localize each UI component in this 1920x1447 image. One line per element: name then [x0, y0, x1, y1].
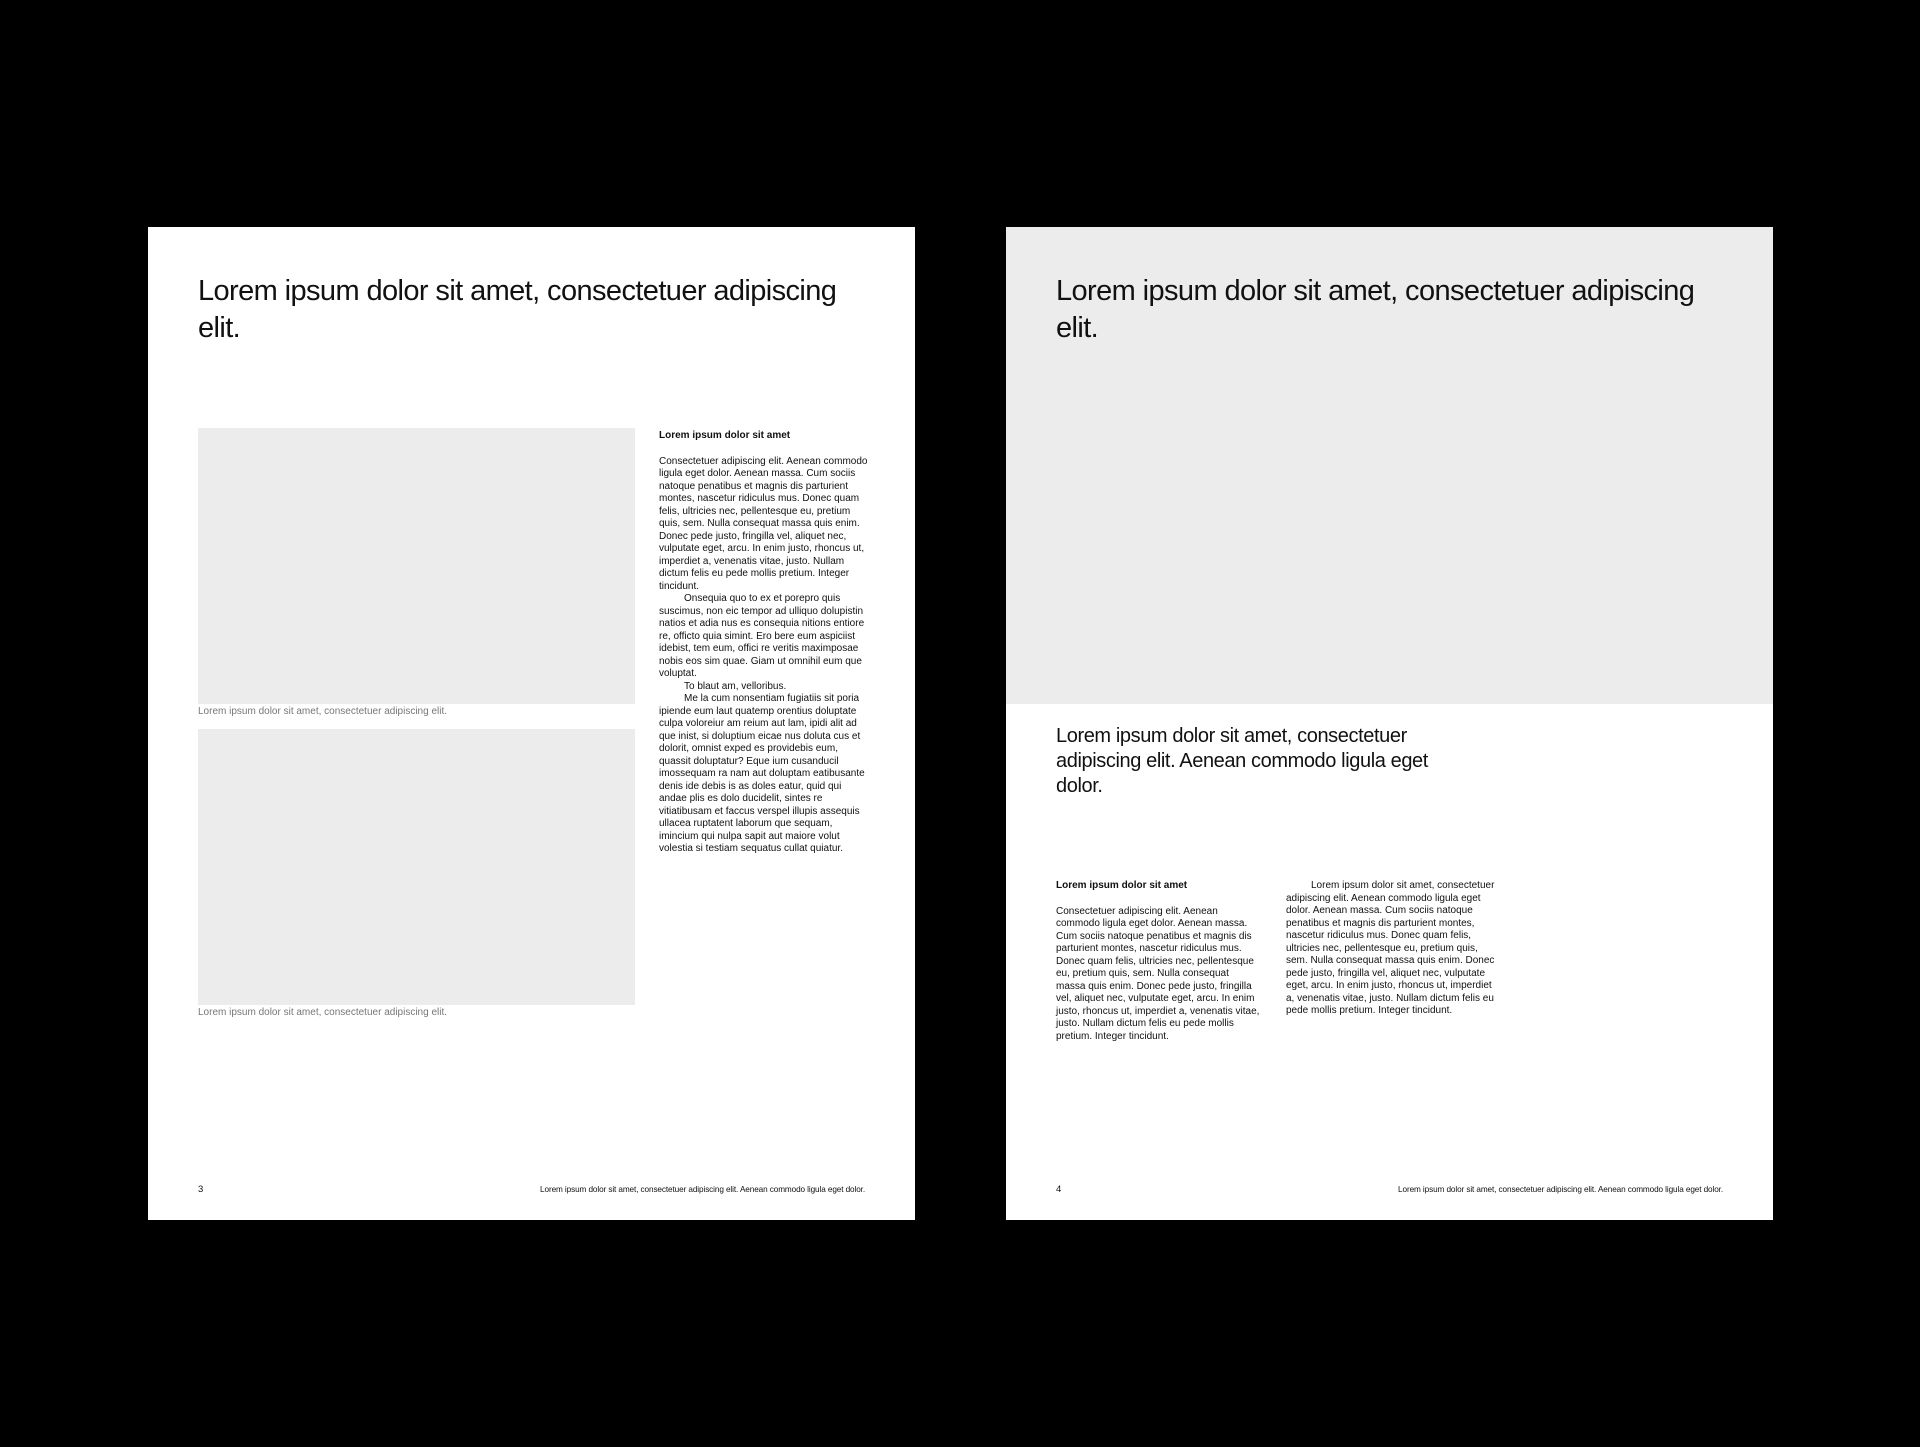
page-4-headline: Lorem ipsum dolor sit amet, consectetuer adipiscing elit. — [1056, 275, 1695, 344]
column-heading: Lorem ipsum dolor sit amet — [659, 430, 791, 441]
page-3-headline: Lorem ipsum dolor sit amet, consectetuer adipiscing elit. — [198, 275, 837, 344]
body-paragraph: Consectetuer adipiscing elit. Aenean commodo ligula eget dolor. Aenean massa. Cum sociis natoque penatibus et magnis dis parturient montes, nascetur ridiculus mus. Donec quam felis, ultricies nec, pellentesque eu, pretium quis, sem. Nulla consequat massa quis enim. Donec pede justo, fringilla vel, aliquet nec, vulputate eget, arcu. In enim justo, rhoncus ut, imperdiet a, venenatis vitae, justo. Nullam dictum felis eu pede mollis pretium. Integer tincidunt. — [1056, 905, 1260, 1042]
body-paragraph: Consectetuer adipiscing elit. Aenean commodo ligula eget dolor. Aenean massa. Cum sociis natoque penatibus et magnis dis parturient montes, nascetur ridiculus mus. Donec quam felis, ultricies nec, pellentesque eu, pretium quis, sem. Nulla consequat massa quis enim. Donec pede justo, fringilla vel, aliquet nec, vulputate eget, arcu. In enim justo, rhoncus ut, imperdiet a, venenatis vitae, justo. Nullam dictum felis eu pede mollis pretium. Integer tincidunt. — [659, 455, 868, 592]
image-placeholder-1 — [198, 428, 635, 704]
body-paragraph: Me la cum nonsentiam fugiatiis sit poria ipiende eum laut quatemp orentius doluptate culpa voloreiur am reium aut lam, ipidi alit ad que inist, si doluptium eicae nus doluta cus et dolorit, omnist exped es providebis eum, quassit doluptatur? Eque ium cusanducil imossequam ra nam aut doluptam eatibusante denis ide debis is as doles eatur, quid qui andae plis es dolo ducidelit, sintes re vitiatibusam et faccus verspel illupis assequis ullacea ruptatent laborum que sequam, imincium qui nulpa sapit aut maiore volut volestia si testiam sequatus cullat quiatur. — [659, 693, 865, 854]
image-placeholder-2 — [198, 729, 635, 1005]
deck-text: Lorem ipsum dolor sit amet, consectetuer adipiscing elit. Aenean commodo ligula eget dolor. — [1056, 725, 1428, 797]
page-3 — [148, 227, 915, 1220]
running-footer: Lorem ipsum dolor sit amet, consectetuer adipiscing elit. Aenean commodo ligula eget dolor. — [1398, 1185, 1723, 1194]
figure-caption-1: Lorem ipsum dolor sit amet, consectetuer adipiscing elit. — [198, 706, 448, 717]
body-paragraph: Onsequia quo to ex et porepro quis suscimus, non eic tempor ad ulliquo dolupistin natios et adia nus es consequia nitions entiore re, officto quia simint. Ero bere eum aspiciist idebist, tem eum, offici re veritis maximposae nobis eos sim quae. Giam ut omnihil eum que voluptat. — [659, 593, 865, 679]
column-heading: Lorem ipsum dolor sit amet — [1056, 880, 1188, 891]
page-4 — [1006, 227, 1773, 1220]
figure-caption-2: Lorem ipsum dolor sit amet, consectetuer adipiscing elit. — [198, 1007, 448, 1018]
running-footer: Lorem ipsum dolor sit amet, consectetuer adipiscing elit. Aenean commodo ligula eget dolor. — [540, 1185, 865, 1194]
body-paragraph: Lorem ipsum dolor sit amet, consectetuer adipiscing elit. Aenean commodo ligula eget dolor. Aenean massa. Cum sociis natoque penatibus et magnis dis parturient montes, nascetur ridiculus mus. Donec quam felis, ultricies nec, pellentesque eu, pretium quis, sem. Nulla consequat massa quis enim. Donec pede justo, fringilla vel, aliquet nec, vulputate eget, arcu. In enim justo, rhoncus ut, imperdiet a, venenatis vitae, justo. Nullam dictum felis eu pede mollis pretium. Integer tincidunt. — [1286, 880, 1495, 1016]
body-paragraph: To blaut am, velloribus. — [684, 680, 787, 692]
body-column-2 — [1286, 880, 1496, 1018]
page-number: 4 — [1056, 1184, 1062, 1195]
body-column-1 — [1056, 880, 1261, 1043]
page-number: 3 — [198, 1184, 204, 1195]
body-column — [659, 430, 869, 856]
